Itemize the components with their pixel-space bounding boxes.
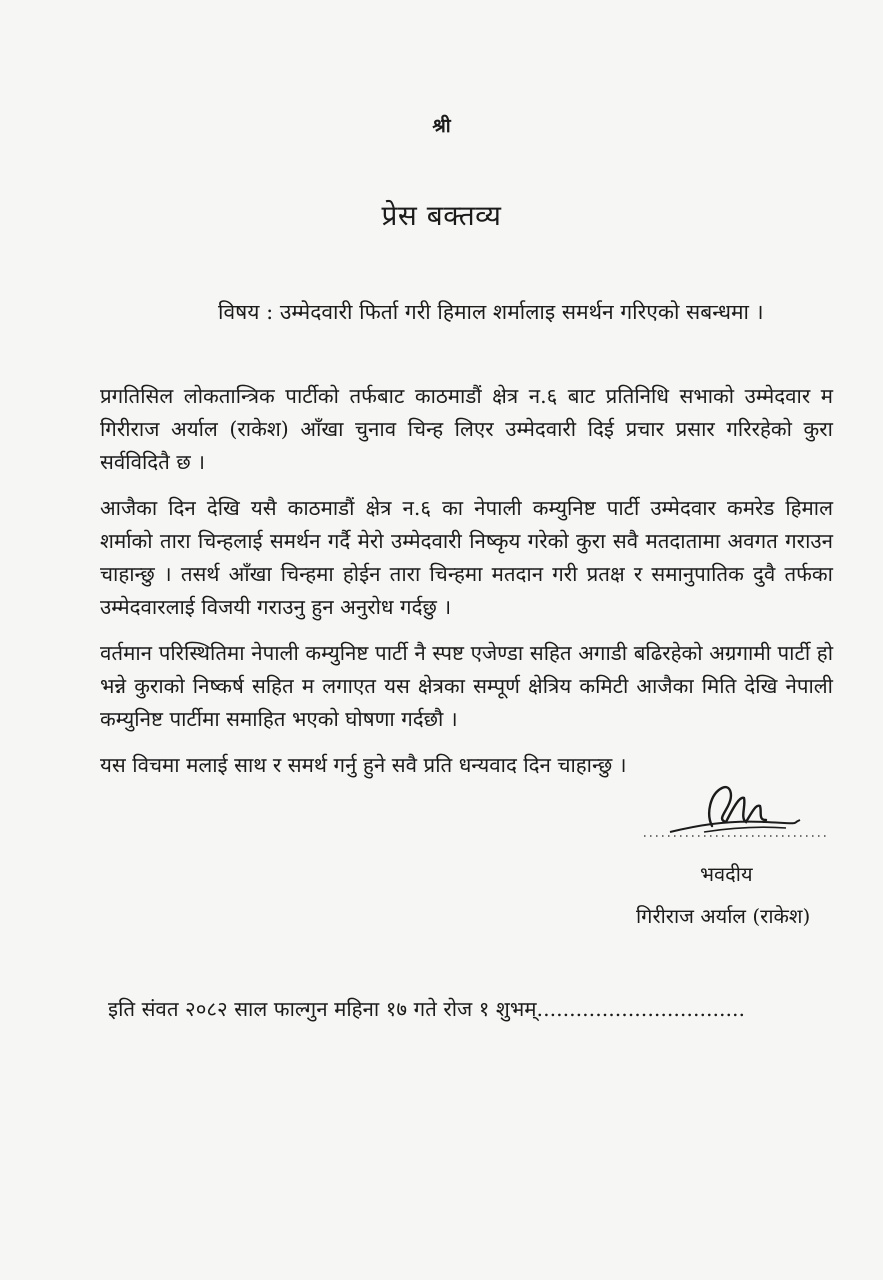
date-line-text: इति संवत २०८२ साल फाल्गुन महिना १७ गते रोज १ शुभम्	[108, 997, 537, 1021]
paragraph-4: यस विचमा मलाई साथ र समर्थ गर्नु हुने सवै प्रति धन्यवाद दिन चाहान्छु ।	[100, 753, 627, 777]
signer-name: गिरीराज अर्याल (राकेश)	[636, 904, 811, 928]
subject-line: विषय : उम्मेदवारी फिर्ता गरी हिमाल शर्मालाइ समर्थन गरिएको सबन्धमा ।	[218, 300, 764, 324]
paragraph-1: प्रगतिसिल लोकतान्त्रिक पार्टीको तर्फबाट काठमाडौं क्षेत्र न.६ बाट प्रतिनिधि सभाको उम्मेदवार म गिरीराज अर्याल (राकेश) आँखा चुनाव चिन्ह लिएर उम्मेदवारी दिई प्रचार प्रसार गरिरहेको कुरा सर्वविदितै छ ।	[100, 384, 833, 474]
paragraph-3: वर्तमान परिस्थितिमा नेपाली कम्युनिष्ट पार्टी नै स्पष्ट एजेण्डा सहित अगाडी बढिरहेको अग्रगामी पार्टी हो भन्ने कुराको निष्कर्ष सहित म लगाएत यस क्षेत्रका सम्पूर्ण क्षेत्रिय कमिटी आजैका मिति देखि नेपाली कम्युनिष्ट पार्टीमा समाहित भएको घोषणा गर्दछौ ।	[100, 641, 833, 731]
handwritten-signature	[640, 776, 840, 846]
document-title: प्रेस बक्तव्य	[381, 199, 502, 232]
statement-body	[100, 380, 833, 795]
signature-drawing	[640, 776, 840, 846]
date-line-dots: ................................	[536, 997, 746, 1021]
invocation-text: श्री	[432, 115, 451, 137]
paragraph-2: आजैका दिन देखि यसै काठमाडौं क्षेत्र न.६ का नेपाली कम्युनिष्ट पार्टी उम्मेदवार कमरेड हिमाल शर्माको तारा चिन्हलाई समर्थन गर्दै मेरो उम्मेदवारी निष्कृय गरेको कुरा सवै मतदातामा अवगत गराउन चाहान्छु । तसर्थ आँखा चिन्हमा होईन तारा चिन्हमा मतदान गरी प्रतक्ष र समानुपातिक दुवै तर्फका उम्मेदवारलाई विजयी गराउनु हुन अनुरोध गर्दछु ।	[100, 496, 833, 619]
closing-date-line	[108, 995, 848, 1023]
regards-text: भवदीय	[700, 862, 753, 886]
